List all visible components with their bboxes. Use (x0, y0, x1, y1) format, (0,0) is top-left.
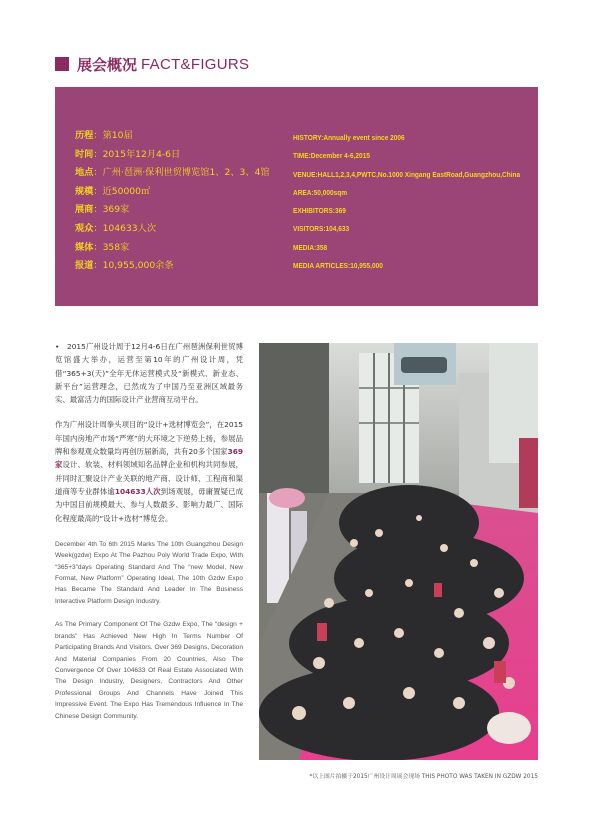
facts-cn-list (75, 127, 270, 276)
fact-en-time: TIME:December 4-6,2015 (293, 151, 370, 161)
fact-row-history: 历程：第10届 (75, 130, 133, 141)
exhibitor-count-highlight: 369家 (55, 447, 243, 470)
visitor-count-highlight: 104633人次 (114, 486, 161, 496)
detail-paragraph-cn: 作为广州设计周拳头项目的“设计+选材博览会”，在2015年国内房地产市场“严寒”的大环境之下逆势上扬，参展品牌和参观观众数量均再创历届新高，共有20多个国家369家设计、软装、材料领域知名品牌企业和机构共同参展，并同时汇聚设计产业关联的地产商、设计师、工程商和渠道商等专业群体逾104633人次到场观展，毋庸置疑已成为中国目前规模最大、参与人数最多、影响力最广、国际化程度最高的“设计+选材”博览会。 (55, 420, 243, 523)
fact-row-visitors: 观众：104633人次 (75, 222, 157, 234)
facts-panel (55, 87, 538, 306)
fact-en-exhibitors: EXHIBITORS:369 (293, 206, 346, 216)
fact-row-venue: 地点：广州·琶洲·保利世贸博览馆1、2、3、4馆 (75, 167, 270, 179)
facts-en-list (293, 129, 557, 275)
fact-row-exhibitors: 展商：369家 (75, 204, 130, 216)
fact-row-time: 时间：2015年12月4-6日 (75, 148, 181, 160)
fact-row-area: 规模：近50000㎡ (75, 185, 151, 197)
expo-crowd-photo (259, 343, 538, 760)
photo-caption: *以上图片拍摄于2015广州设计周展会现场 THIS PHOTO WAS TAKEN IN GZDW 2015 (309, 774, 538, 780)
detail-paragraph-en: As The Primary Component Of The Gzdw Expo, The “design + brands” Has Achieved New High In Terms Number Of Participating Brands And Visitors. Over 369 Designs, Decoration And Material Companies From 20 Countries, Also The Convergence Of Over 104633 Of Real Estate Associated With The Design Industry, Designers, Contractors And Other Professional Groups And Channels Have Joined This Impressive Event. The Expo Has Tremendous Influence In The Chinese Design Community. (55, 621, 243, 720)
section-header (55, 54, 249, 74)
fact-en-history: HISTORY:Annually event since 2006 (293, 133, 405, 142)
intro-paragraph-en: December 4th To 6th 2015 Marks The 10th Guangzhou Design Week(gzdw) Expo At The Pazhou Poly World Trade Expo, With “365+3”days Operating Standard And The “new Model, New Format, New Platform” Operating Ideal, The 10th Gzdw Expo Has Became The Standard And Leader In The Business Interactive Platform Design Industry. (55, 540, 243, 605)
fact-en-articles: MEDIA ARTICLES:10,955,000 (293, 261, 383, 271)
fact-en-venue: VENUE:HALL1,2,3,4,PWTC,No.1000 Xingang EastRoad,Guangzhou,China (293, 169, 521, 179)
section-title-en: FACT&FIGURS (141, 55, 250, 73)
section-title-cn: 展会概况 (77, 55, 138, 74)
fact-row-articles: 报道：10,955,000余条 (75, 260, 174, 272)
body-text-column (55, 340, 243, 722)
fact-en-media: MEDIA:358 (293, 242, 328, 252)
fact-row-media: 媒体：358家 (75, 241, 130, 253)
intro-paragraph-cn: • 2015广州设计周于12月4-6日在广州琶洲保利世贸博览馆盛大举办，运营至第10年的广州设计周，凭借“365+3(天)”全年无休运营模式及“新模式、新业态、新平台”运营理念，已然成为了中国乃至亚洲区域最务实、最富活力的国际设计产业营商互动平台。 (55, 342, 243, 405)
fact-en-area: AREA:50,000sqm (293, 187, 348, 197)
fact-en-visitors: VISITORS:104,633 (293, 224, 350, 234)
header-square-icon (55, 57, 69, 71)
